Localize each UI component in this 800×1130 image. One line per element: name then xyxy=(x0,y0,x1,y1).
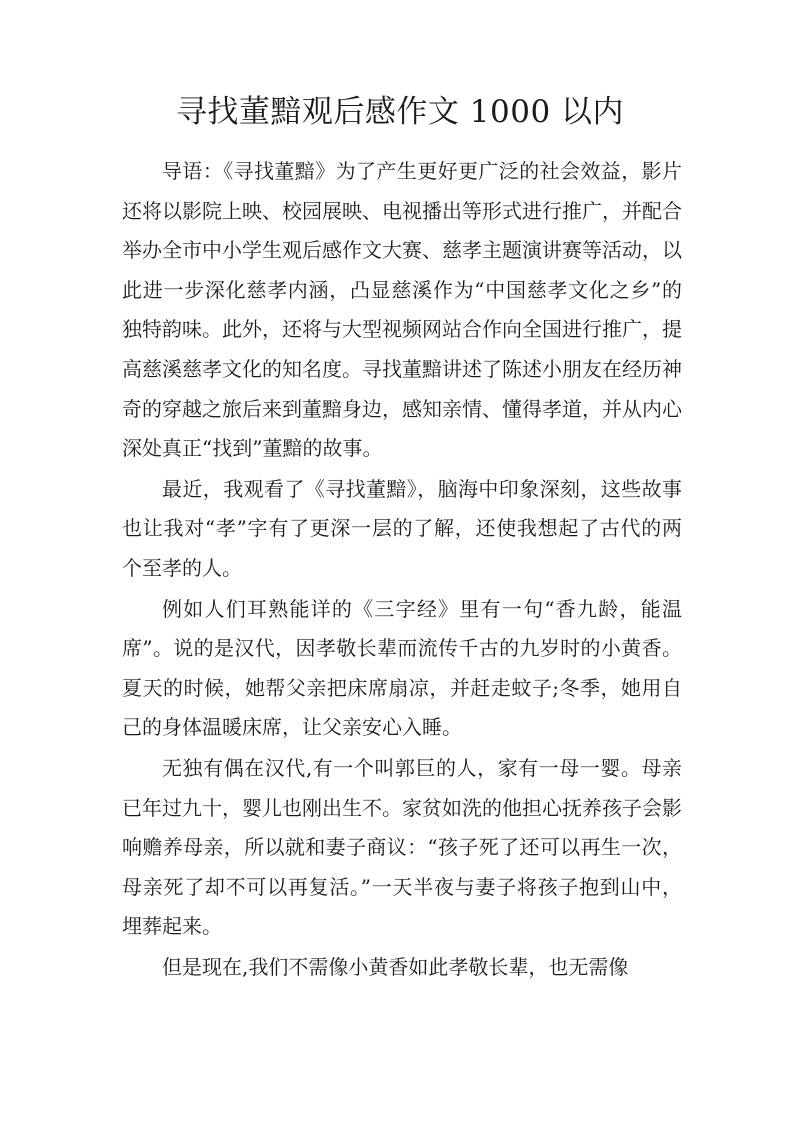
article-body xyxy=(122,152,682,987)
page-title: 寻找董黯观后感作文 1000 以内 xyxy=(175,94,625,130)
paragraph-intro: 导语：《寻找董黯》为了产生更好更广泛的社会效益，影片还将以影院上映、校园展映、电视播出等形式进行推广，并配合举办全市中小学生观后感作文大赛、慈孝主题演讲赛等活动，以此进一步深化慈孝内涵，凸显慈溪作为“中国慈孝文化之乡”的独特韵味。此外，还将与大型视频网站合作向全国进行推广，提高慈溪慈孝文化的知名度。寻找董黯讲述了陈述小朋友在经历神奇的穿越之旅后来到董黯身边，感知亲情、懂得孝道，并从内心深处真正“找到”董黯的故事。 xyxy=(122,159,682,461)
paragraph-guo-ju: 无独有偶在汉代,有一个叫郭巨的人，家有一母一婴。母亲已年过九十，婴儿也刚出生不。家贫如洗的他担心抚养孩子会影响赡养母亲，所以就和妻子商议：“孩子死了还可以再生一次，母亲死了却不可以再复活。”一天半夜与妻子将孩子抱到山中，埋葬起来。 xyxy=(122,755,682,939)
paragraph-huang-xiang: 例如人们耳熟能详的《三字经》里有一句“香九龄，能温席”。说的是汉代，因孝敬长辈而流传千古的九岁时的小黄香。夏天的时候，她帮父亲把床席扇凉，并赶走蚊子;冬季，她用自己的身体温暖床席，让父亲安心入睡。 xyxy=(122,596,682,740)
paragraph-conclusion: 但是现在,我们不需像小黄香如此孝敬长辈，也无需像 xyxy=(162,954,629,979)
paragraph-recent-viewing: 最近，我观看了《寻找董黯》，脑海中印象深刻，这些故事也让我对“孝”字有了更深一层的了解，还使我想起了古代的两个至孝的人。 xyxy=(122,476,682,580)
